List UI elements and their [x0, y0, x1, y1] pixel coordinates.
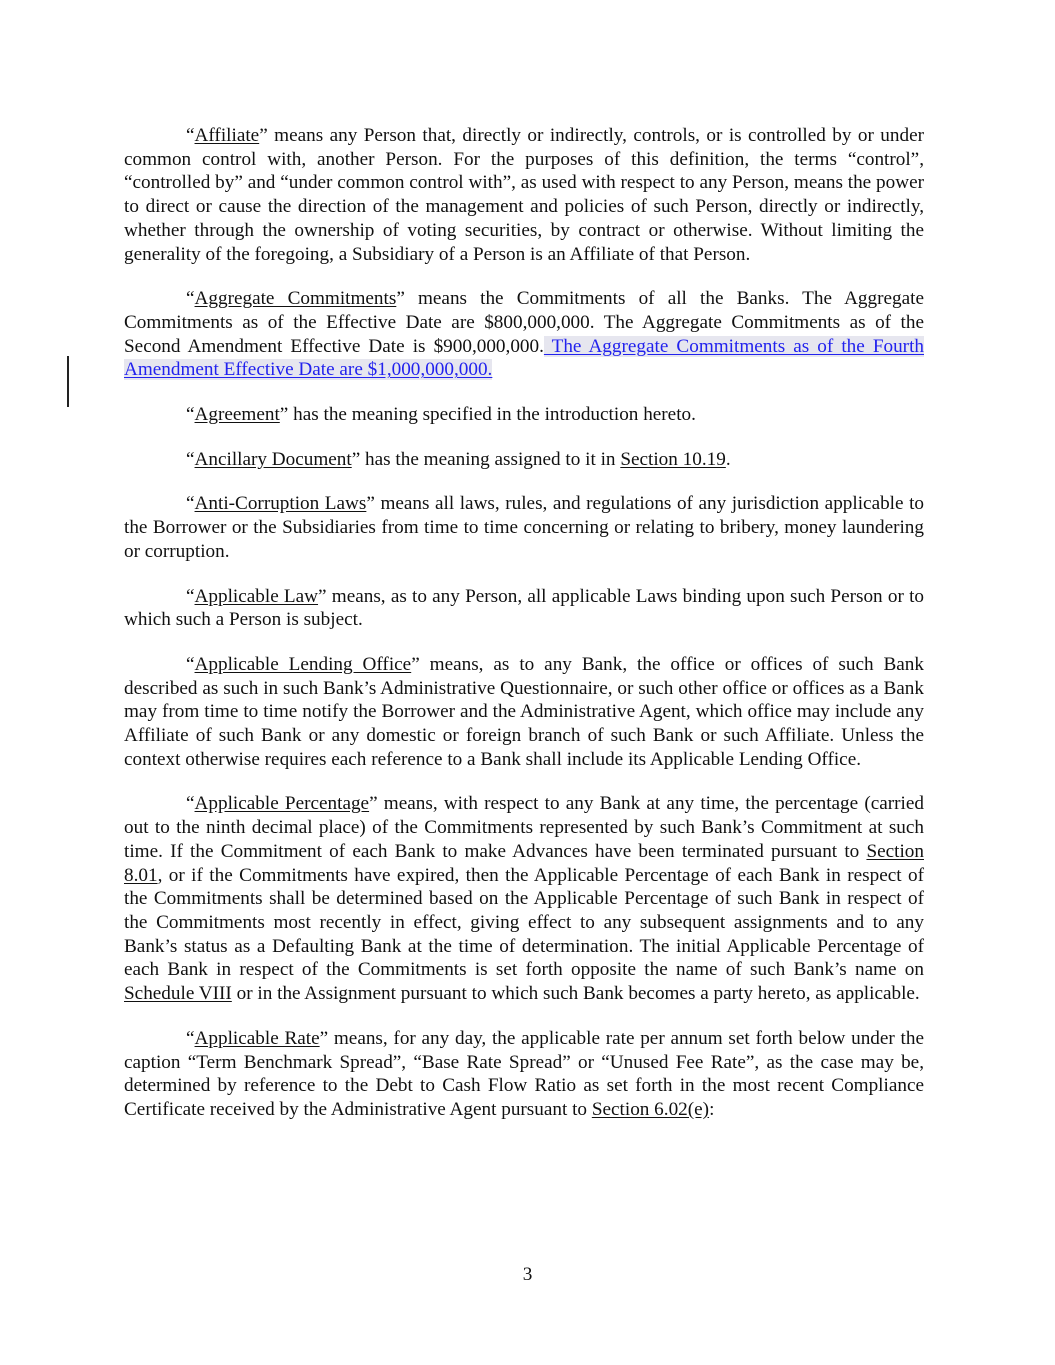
definition-applicable-lending-office: “Applicable Lending Office” means, as to any Bank, the office or offices of such Bank described as such in such Bank’s Administrative Questionnaire, or such other office or offices as a Bank may from time to time notify the Borrower and the Administrative Agent, which office may include any Affiliate of such Bank or any domestic or foreign branch of such Bank or such Affiliate. Unless the context otherwise requires each reference to a Bank shall include its Applicable Lending Office. — [124, 653, 924, 770]
definition-text-end: . — [725, 448, 731, 470]
defined-term: Ancillary Document — [194, 448, 352, 470]
document-page — [124, 124, 924, 1143]
defined-term: Agreement — [194, 404, 280, 426]
definition-text-end: or in the Assignment pursuant to which such Bank becomes a party hereto, as applicable. — [231, 983, 920, 1005]
defined-term: Aggregate Commitments — [194, 288, 397, 310]
section-reference: Section 6.02(e) — [591, 1098, 710, 1120]
definition-text: means any Person that, directly or indirectly, controls, or is controlled by or under common control with, another Person. For the purposes of this definition, the terms “control”, “controlled by” and “under common control with”, as used with respect to any Person, means the power to direct or cause the direction of the management and policies of such Person, directly or indirectly, whether through the ownership of voting securities, by contract or otherwise. Without limiting the generality of the foregoing, a Subsidiary of a Person is an Affiliate of that Person. — [124, 125, 924, 265]
definition-agreement: “Agreement” has the meaning specified in the introduction hereto. — [186, 404, 696, 426]
definition-text: has the meaning specified in the introduction hereto. — [288, 404, 696, 426]
definition-ancillary-document: “Ancillary Document” has the meaning assigned to it in Section 10.19. — [186, 448, 731, 470]
definition-anti-corruption-laws: “Anti-Corruption Laws” means all laws, rules, and regulations of any jurisdiction applicable to the Borrower or the Subsidiaries from time to time concerning or relating to bribery, money laundering or corruption. — [124, 493, 924, 562]
defined-term: Applicable Law — [194, 585, 319, 607]
definition-text-end: : — [709, 1098, 715, 1120]
definition-text: means, with respect to any Bank at any time, the percentage (carried out to the ninth decimal place) of the Commitments represented by such Bank’s Commitment at such time. If the Commitment of each Bank to make Advances have been terminated pursuant to — [124, 793, 924, 862]
definition-aggregate-commitments: “Aggregate Commitments” means the Commitments of all the Banks. The Aggregate Commitments as of the Effective Date are $800,000,000. The Aggregate Commitments as of the Second Amendment Effective Date is $900,000,000. The Aggregate Commitments as of the Fourth Amendment Effective Date are $1,000,000,000. — [124, 288, 924, 381]
revision-change-bar — [67, 356, 69, 407]
section-reference: Section 8.01 — [124, 840, 924, 886]
defined-term: Affiliate — [194, 125, 260, 146]
section-reference: Section 10.19 — [620, 448, 726, 470]
definition-text: means, as to any Person, all applicable Laws binding upon such Person or to which such a Person is subject. — [124, 585, 924, 631]
definition-text: means, for any day, the applicable rate per annum set forth below under the caption “Term Benchmark Spread”, “Base Rate Spread” or “Unused Fee Rate”, as the case may be, determined by reference to the Debt to Cash Flow Ratio as set forth in the most recent Compliance Certificate received by the Administrative Agent pursuant to — [124, 1027, 924, 1120]
definition-text-continued: , or if the Commitments have expired, then the Applicable Percentage of each Bank in respect of the Commitments shall be determined based on the Applicable Percentage of such Bank in respect of the Commitments most recently in effect, giving effect to any subsequent assignments and to any Bank’s status as a Defaulting Bank at the time of determination. The initial Applicable Percentage of each Bank in respect of the Commitments is set forth opposite the name of such Bank’s name on — [124, 864, 924, 981]
definition-applicable-rate: “Applicable Rate” means, for any day, the applicable rate per annum set forth below under the caption “Term Benchmark Spread”, “Base Rate Spread” or “Unused Fee Rate”, as the case may be, determined by reference to the Debt to Cash Flow Ratio as set forth in the most recent Compliance Certificate received by the Administrative Agent pursuant to Section 6.02(e): — [124, 1027, 924, 1120]
page-number: 3 — [522, 1264, 533, 1285]
defined-term: Applicable Percentage — [194, 793, 370, 815]
inserted-revision-text: The Aggregate Commitments as of the Fourth Amendment Effective Date are $1,000,000,000. — [124, 335, 924, 381]
defined-term: Anti-Corruption Laws — [194, 493, 367, 515]
definition-affiliate: “Affiliate” means any Person that, directly or indirectly, controls, or is controlled by or under common control with, another Person. For the purposes of this definition, the terms “control”, “controlled by” and “under common control with”, as used with respect to any Person, means the power to direct or cause the direction of the management and policies of such Person, directly or indirectly, whether through the ownership of voting securities, by contract or otherwise. Without limiting the generality of the foregoing, a Subsidiary of a Person is an Affiliate of that Person. — [124, 125, 924, 265]
definition-text: means all laws, rules, and regulations of any jurisdiction applicable to the Borrower or the Subsidiaries from time to time concerning or relating to bribery, money laundering or corruption. — [124, 493, 924, 562]
definition-text: means the Commitments of all the Banks. The Aggregate Commitments as of the Effective Date are $800,000,000. The Aggregate Commitments as of the Second Amendment Effective Date is $900,000,000. — [124, 288, 924, 357]
definition-applicable-law: “Applicable Law” means, as to any Person, all applicable Laws binding upon such Person or to which such a Person is subject. — [124, 585, 924, 631]
definition-applicable-percentage: “Applicable Percentage” means, with respect to any Bank at any time, the percentage (carried out to the ninth decimal place) of the Commitments represented by such Bank’s Commitment at such time. If the Commitment of each Bank to make Advances have been terminated pursuant to Section 8.01, or if the Commitments have expired, then the Applicable Percentage of each Bank in respect of the Commitments shall be determined based on the Applicable Percentage of such Bank in respect of the Commitments most recently in effect, giving effect to any subsequent assignments and to any Bank’s status as a Defaulting Bank at the time of determination. The initial Applicable Percentage of each Bank in respect of the Commitments is set forth opposite the name of such Bank’s name on Schedule VIII or in the Assignment pursuant to which such Bank becomes a party hereto, as applicable. — [124, 793, 924, 1005]
schedule-reference: Schedule VIII — [124, 983, 232, 1005]
definition-text: has the meaning assigned to it in — [360, 448, 621, 470]
definition-text: means, as to any Bank, the office or offices of such Bank described as such in such Bank’s Administrative Questionnaire, or such other office or offices as a Bank may from time to time notify the Borrower and the Administrative Agent, which office may include any Affiliate of such Bank or any domestic or foreign branch of such Bank or such Affiliate. Unless the context otherwise requires each reference to a Bank shall include its Applicable Lending Office. — [124, 653, 924, 770]
defined-term: Applicable Rate — [194, 1027, 320, 1049]
defined-term: Applicable Lending Office — [194, 653, 412, 675]
